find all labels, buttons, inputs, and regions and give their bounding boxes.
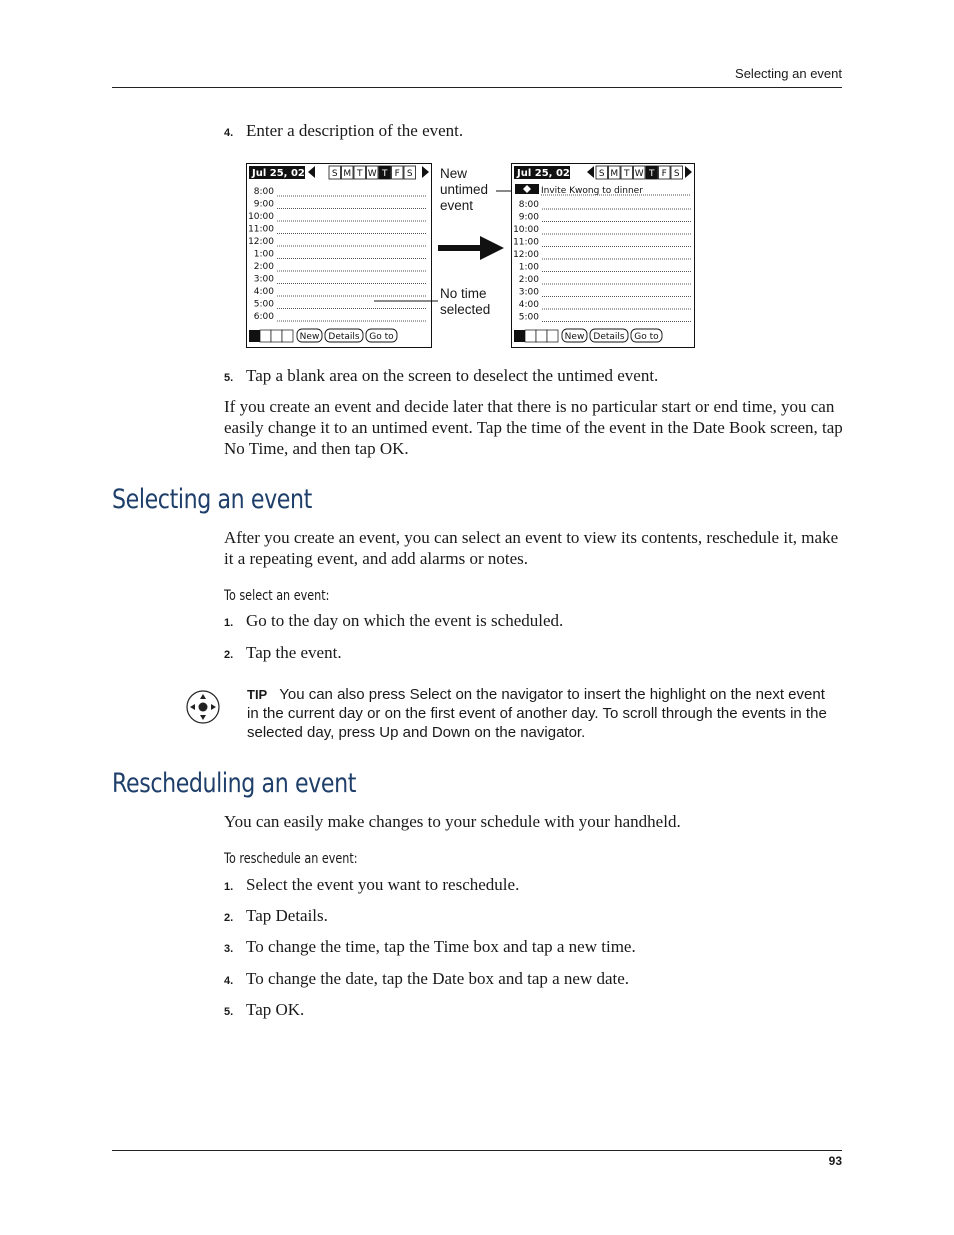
toolbar-button-label: Go to xyxy=(369,332,394,342)
day-label: W xyxy=(634,169,644,179)
time-label: 11:00 xyxy=(513,237,539,248)
toolbar-button-label: New xyxy=(564,332,585,342)
time-label: 8:00 xyxy=(518,200,539,210)
right-week-day-selector[interactable] xyxy=(596,166,683,179)
figure-datebook-screens xyxy=(246,163,696,349)
toolbar-button-label: New xyxy=(299,332,320,342)
tip-text: You can also press Select on the navigator to insert the highlight on the next event in the current day or on the first event of another day. To scroll through the events in the selected day, press Up and Down on the navigator. xyxy=(247,686,827,741)
time-label: 9:00 xyxy=(518,212,539,223)
footer-rule xyxy=(112,1150,842,1151)
select-step-1: 1. Go to the day on which the event is scheduled. xyxy=(224,611,564,630)
time-label: 12:00 xyxy=(248,237,274,247)
reschedule-step-5: 5. Tap OK. xyxy=(224,1000,305,1019)
subhead-to-select: To select an event: xyxy=(224,588,330,604)
week-view-icon[interactable] xyxy=(525,330,536,342)
month-view-icon[interactable] xyxy=(271,330,282,342)
arrow-right-icon xyxy=(438,236,504,260)
heading-selecting-an-event: Selecting an event xyxy=(112,484,312,515)
time-label: 1:00 xyxy=(253,249,274,260)
toolbar-button-label: Details xyxy=(593,332,625,342)
time-label: 1:00 xyxy=(518,262,539,273)
day-label: S xyxy=(598,169,605,179)
agenda-view-icon[interactable] xyxy=(282,330,293,342)
left-date-label: Jul 25, 02 xyxy=(252,168,305,179)
untimed-event-text: Invite Kwong to dinner xyxy=(541,186,643,196)
paragraph-select-intro: After you create an event, you can select an event to view its contents, reschedule it, make it a repeating event, and add alarms or notes. xyxy=(224,528,839,568)
tip-box xyxy=(247,685,827,742)
toolbar-button-label: Details xyxy=(328,332,360,342)
day-label: M xyxy=(343,169,352,179)
day-label: F xyxy=(661,169,667,179)
day-label: T xyxy=(382,169,388,179)
time-label: 11:00 xyxy=(248,224,274,235)
agenda-view-icon[interactable] xyxy=(547,330,558,342)
day-view-icon[interactable] xyxy=(514,330,525,342)
right-date-label: Jul 25, 02 xyxy=(517,168,570,179)
time-label: 2:00 xyxy=(518,275,539,285)
time-label: 8:00 xyxy=(253,187,274,197)
callout-new-untimed-event: New untimed event xyxy=(440,166,489,213)
day-label: T xyxy=(357,169,363,179)
time-label: 3:00 xyxy=(518,287,539,298)
reschedule-step-1: 1. Select the event you want to reschedule. xyxy=(224,875,520,894)
reschedule-step-3: 3. To change the time, tap the Time box and tap a new time. xyxy=(224,937,636,956)
header-rule xyxy=(112,87,842,88)
time-label: 9:00 xyxy=(253,199,274,210)
time-label: 12:00 xyxy=(513,250,539,260)
day-label: T xyxy=(624,169,630,179)
day-label: M xyxy=(610,169,619,179)
time-label: 10:00 xyxy=(248,212,274,222)
right-palm-screen xyxy=(512,164,695,348)
time-label: 6:00 xyxy=(253,312,274,322)
time-label: 5:00 xyxy=(518,312,539,323)
time-label: 4:00 xyxy=(518,300,539,310)
subhead-to-reschedule: To reschedule an event: xyxy=(224,851,358,867)
day-label: W xyxy=(367,169,377,179)
time-label: 10:00 xyxy=(513,225,539,235)
step-4-enter-description: 4. Enter a description of the event. xyxy=(224,121,464,140)
day-label: S xyxy=(673,169,680,179)
toolbar-button-label: Go to xyxy=(634,332,659,342)
select-step-2: 2. Tap the event. xyxy=(224,643,342,662)
time-label: 5:00 xyxy=(253,299,274,310)
time-label: 4:00 xyxy=(253,287,274,297)
day-label: F xyxy=(394,169,400,179)
page-number: 93 xyxy=(828,1154,842,1168)
navigator-icon xyxy=(185,689,221,725)
time-label: 3:00 xyxy=(253,274,274,285)
step-5-deselect: 5. Tap a blank area on the screen to deselect the untimed event. xyxy=(224,366,659,385)
running-header: Selecting an event xyxy=(735,66,842,81)
day-view-icon[interactable] xyxy=(249,330,260,342)
time-label: 2:00 xyxy=(253,262,274,272)
heading-rescheduling-an-event: Rescheduling an event xyxy=(112,768,356,799)
day-label: S xyxy=(331,169,338,179)
day-label: T xyxy=(649,169,655,179)
month-view-icon[interactable] xyxy=(536,330,547,342)
reschedule-step-2: 2. Tap Details. xyxy=(224,906,328,925)
left-week-day-selector[interactable] xyxy=(329,166,416,179)
callout-no-time-selected: No time selected xyxy=(440,286,491,317)
paragraph-reschedule-intro: You can easily make changes to your schedule with your handheld. xyxy=(224,812,681,831)
day-label: S xyxy=(406,169,413,179)
reschedule-step-4: 4. To change the date, tap the Date box and tap a new date. xyxy=(224,969,630,988)
paragraph-untimed: If you create an event and decide later that there is no particular start or end time, you can easily change it to an untimed event. Tap the time of the event in the Date Book screen, tap No Time, and then tap OK. xyxy=(224,397,843,458)
left-palm-screen xyxy=(247,164,432,348)
tip-label: TIP xyxy=(247,687,268,702)
week-view-icon[interactable] xyxy=(260,330,271,342)
